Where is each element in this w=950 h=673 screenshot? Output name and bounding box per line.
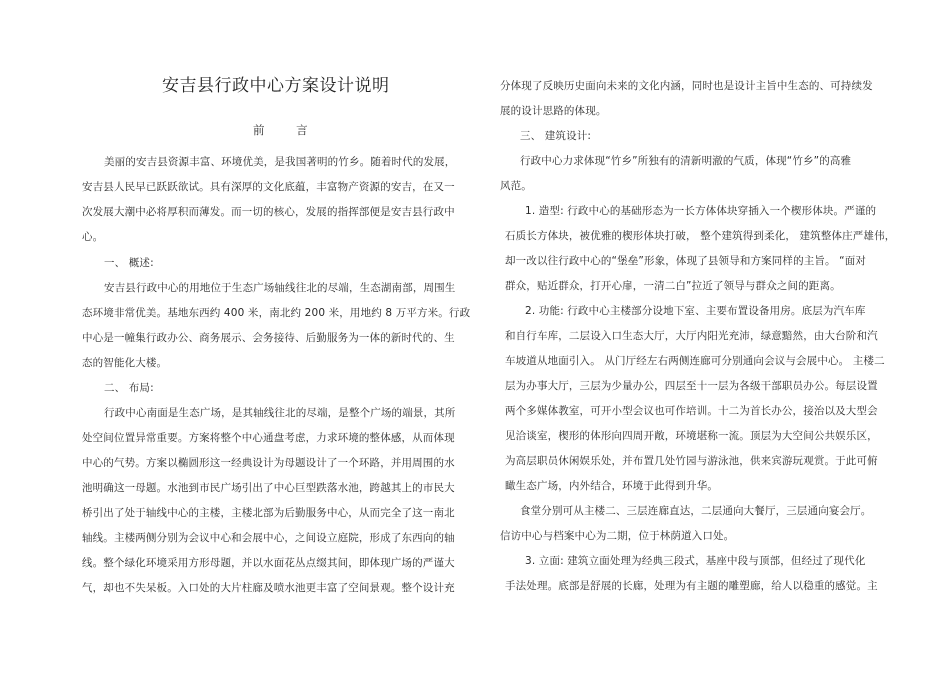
paragraph-line: 态的智能化大楼。 (82, 357, 168, 369)
paragraph-line: 安吉县人民早已跃跃欲试。具有深厚的文化底蕴，丰富物产资源的安吉，在又一 (82, 181, 455, 193)
paragraph-line: 瞰生态广场，内外结合，环境于此得到升华。 (505, 480, 718, 492)
paragraph-line: 桥引出了处于轴线中心的主楼，主楼北部为后勤服务中心，从而完全了这一南北 (82, 507, 455, 519)
section-heading: 一、 概述: (104, 257, 154, 269)
paragraph-line: 层为办事大厅，三层为少量办公，四层至十一层为各级干部职员办公。每层设置 (505, 380, 878, 392)
paragraph-line: 信访中心与档案中心为二期，位于林荫道入口处。 (500, 530, 735, 542)
paragraph-line: 线。整个绿化环境采用方形母题，并以水面花丛点缀其间，即体现广场的严谨大 (82, 557, 455, 569)
paragraph-line: 3. 立面: 建筑立面处理为经典三段式，基座中段与顶部，但经过了现代化 (525, 555, 866, 567)
paragraph-line: 美丽的安吉县资源丰富、环境优美，是我国著明的竹乡。随着时代的发展， (104, 156, 456, 168)
paragraph-line: 轴线。主楼两侧分别为会议中心和会展中心，之间设立庭院，形成了东西向的轴 (82, 532, 455, 544)
paragraph-line: 石质长方体块，被优雅的楔形体块打破， 整个建筑得到柔化， 建筑整体庄严雄伟， (505, 230, 896, 242)
section-heading: 三、 建筑设计: (520, 130, 592, 142)
paragraph-line: 中心是一幢集行政办公、商务展示、会务接待、后勤服务为一体的新时代的、生 (82, 332, 455, 344)
paragraph-line: 手法处理。底部是舒展的长廊，处理为有主题的雕塑廊，给人以稳重的感觉。主 (505, 580, 878, 592)
paragraph-line: 2. 功能: 行政中心主楼部分设地下室、主要布置设备用房。底层为汽车库 (525, 305, 866, 317)
paragraph-line: 次发展大潮中必将厚积而薄发。而一切的核心，发展的指挥部便是安吉县行政中 (82, 206, 455, 218)
paragraph-line: 行政中心力求体现“竹乡”所独有的清新明澈的气质，体现“竹乡”的高雅 (520, 155, 852, 167)
paragraph-line: 心。 (82, 231, 104, 243)
section-heading: 二、 布局: (104, 382, 154, 394)
paragraph-line: 群众，贴近群众，打开心扉，一清二白”拉近了领导与群众之间的距离。 (505, 280, 841, 292)
paragraph-line: 两个多媒体教室，可开小型会议也可作培训。十二为首长办公，接治以及大型会 (505, 405, 878, 417)
paragraph-line: 行政中心南面是生态广场，是其轴线往北的尽端，是整个广场的端景，其所 (104, 407, 456, 419)
paragraph-line: 却一改以往行政中心的“堡垒”形象，体现了县领导和方案同样的主旨。 “面对 (505, 255, 867, 267)
paragraph-line: 见洽谈室，楔形的体形向四周开敞，环境堪称一流。顶层为大空间公共娱乐区， (505, 430, 878, 442)
paragraph-line: 安吉县行政中心的用地位于生态广场轴线往北的尽端，生态湖南部，周围生 (104, 282, 456, 294)
document-title: 安吉县行政中心方案设计说明 (162, 76, 390, 96)
paragraph-line: 处空间位置异常重要。方案将整个中心通盘考虑，力求环境的整体感，从而体现 (82, 432, 455, 444)
paragraph-line: 风范。 (500, 180, 532, 192)
paragraph-line: 气，却也不失呆板。入口处的大片柱廊及喷水池更丰富了空间景观。整个设计充 (82, 582, 455, 594)
paragraph-line: 中心的气势。方案以椭圆形这一经典设计为母题设计了一个环路，并用周围的水 (82, 457, 455, 469)
paragraph-line: 为高层职员休闲娱乐处，并布置几处竹园与游泳池，供来宾游玩观赏。于此可俯 (505, 455, 878, 467)
paragraph-line: 车坡道从地面引入。 从门厅经左右两侧连廊可分别通向会议与会展中心。 主楼二 (505, 355, 885, 367)
paragraph-line: 食堂分别可从主楼二、三层连廊直达，二层通向大餐厅，三层通向宴会厅。 (520, 505, 872, 517)
paragraph-line: 1. 造型: 行政中心的基础形态为一长方体体块穿插入一个楔形体块。严谨的 (525, 205, 877, 217)
preface-heading: 前 言 (253, 123, 322, 137)
paragraph-line: 态环境非常优美。基地东西约 400 米，南北约 200 米，用地约 8 万平方米。行政 (82, 307, 471, 319)
paragraph-line: 池明确这一母题。水池到市民广场引出了中心巨型跌落水池，跨越其上的市民大 (82, 482, 455, 494)
paragraph-line: 展的设计思路的体现。 (500, 105, 607, 117)
paragraph-line: 分体现了反映历史面向未来的文化内涵，同时也是设计主旨中生态的、可持续发 (500, 80, 873, 92)
paragraph-line: 和自行车库，二层设入口生态大厅，大厅内阳光充沛，绿意黯然，由大台阶和汽 (505, 330, 878, 342)
